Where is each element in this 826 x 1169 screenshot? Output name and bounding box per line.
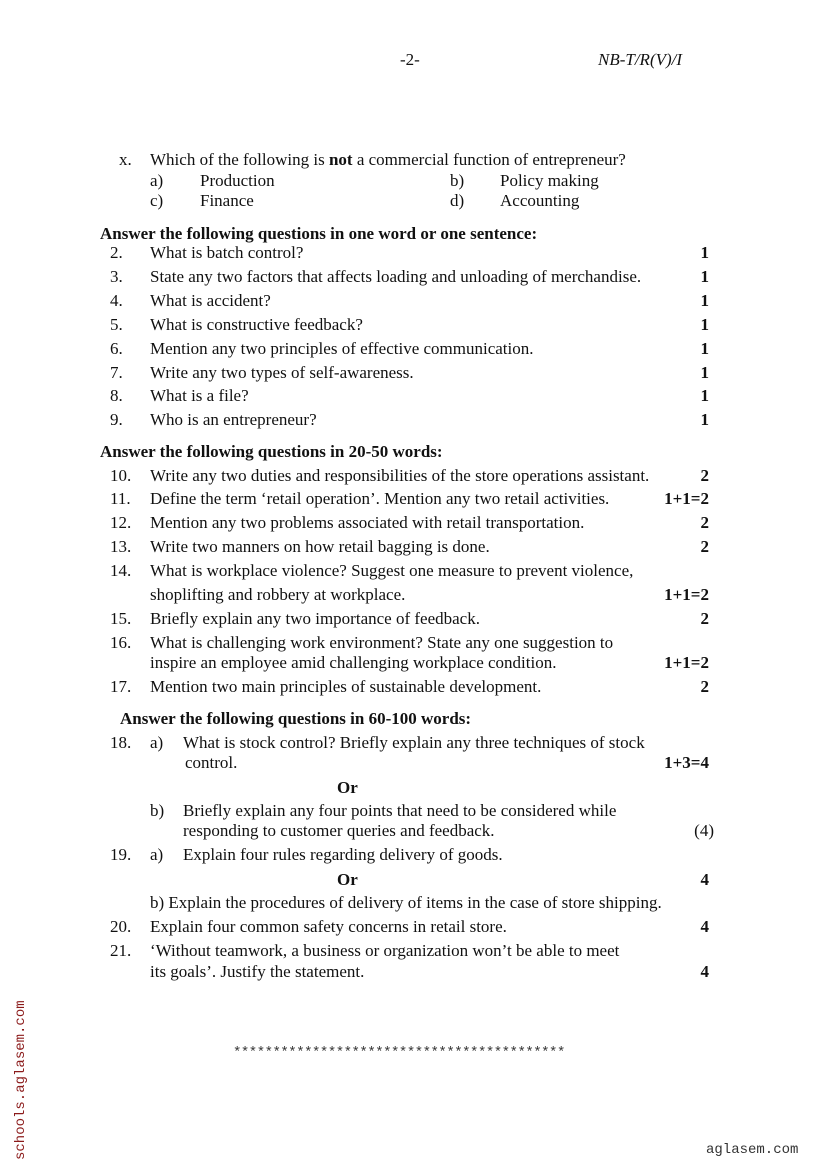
marks: (4) <box>694 821 714 840</box>
question-text: Write two manners on how retail bagging is done. <box>150 537 490 556</box>
question-text: Mention any two problems associated with retail transportation. <box>150 513 585 532</box>
question-text: State any two factors that affects loading and unloading of merchandise. <box>150 266 642 286</box>
question-number: x. <box>119 150 132 169</box>
marks: 1 <box>700 290 709 310</box>
marks: 4 <box>700 962 709 981</box>
question-text: Mention any two principles of effective communication. <box>150 338 534 358</box>
end-stars: ****************************************** <box>233 1045 565 1061</box>
question-text <box>150 150 626 170</box>
option-text: Production <box>200 171 275 190</box>
question-text: What is a file? <box>150 386 249 406</box>
option-label: a) <box>150 845 164 864</box>
text: Which of the following is <box>150 150 329 169</box>
marks: 1 <box>700 362 709 382</box>
site-footer: aglasem.com <box>706 1142 799 1158</box>
marks: 2 <box>700 513 709 532</box>
paper-code: NB-T/R(V)/I <box>598 50 683 69</box>
question-number: 13. <box>110 537 132 556</box>
question-text: ‘Without teamwork, a business or organization won’t be able to meet <box>150 941 620 960</box>
marks: 2 <box>700 677 709 696</box>
question-number: 7. <box>110 362 123 382</box>
question-number: 17. <box>110 677 132 696</box>
option-label: a) <box>150 733 164 752</box>
question-text: Explain four rules regarding delivery of goods. <box>183 845 503 864</box>
question-text: Briefly explain any two importance of feedback. <box>150 609 480 628</box>
question-number: 20. <box>110 917 132 936</box>
marks: 1 <box>700 338 709 358</box>
question-number: 8. <box>110 386 123 406</box>
question-text: inspire an employee amid challenging workplace condition. <box>150 653 557 672</box>
option-text: Policy making <box>500 171 599 190</box>
option-label: d) <box>450 191 465 210</box>
section-heading: Answer the following questions in 20-50 words: <box>100 442 443 461</box>
watermark: schools.aglasem.com <box>13 1000 29 1160</box>
question-number: 6. <box>110 338 123 358</box>
text: a commercial function of entrepreneur? <box>352 150 626 169</box>
marks: 1 <box>700 314 709 334</box>
question-text: shoplifting and robbery at workplace. <box>150 585 406 604</box>
section-heading: Answer the following questions in one word or one sentence: <box>100 224 538 243</box>
question-text: What is batch control? <box>150 243 304 262</box>
question-text: responding to customer queries and feedback. <box>183 821 495 840</box>
section-heading: Answer the following questions in 60-100 words: <box>120 709 472 728</box>
question-number: 16. <box>110 633 132 652</box>
question-text: What is workplace violence? Suggest one measure to prevent violence, <box>150 561 634 580</box>
emphasis: not <box>328 150 353 169</box>
question-text: What is accident? <box>150 290 271 310</box>
question-text: Who is an entrepreneur? <box>150 410 317 430</box>
or-label: Or <box>337 778 358 797</box>
marks: 4 <box>700 917 709 936</box>
question-text: control. <box>185 753 238 772</box>
question-number: 9. <box>110 410 123 430</box>
question-text: What is challenging work environment? State any one suggestion to <box>150 633 614 652</box>
marks: 4 <box>700 870 709 889</box>
or-label: Or <box>337 870 358 889</box>
question-number: 4. <box>110 290 123 310</box>
question-number: 14. <box>110 561 132 580</box>
question-text: Explain four common safety concerns in retail store. <box>150 917 507 936</box>
question-number: 15. <box>110 609 132 628</box>
marks: 1 <box>700 266 709 286</box>
question-number: 19. <box>110 845 132 864</box>
question-text: What is stock control? Briefly explain any three techniques of stock <box>183 733 645 752</box>
option-text: Finance <box>200 191 254 210</box>
question-number: 5. <box>110 314 123 334</box>
question-number: 18. <box>110 733 132 752</box>
question-text: its goals’. Justify the statement. <box>150 962 365 981</box>
question-text: Mention two main principles of sustainable development. <box>150 677 542 696</box>
marks: 1 <box>700 386 709 406</box>
question-number: 12. <box>110 513 132 532</box>
option-label: c) <box>150 191 164 210</box>
page-number: -2- <box>400 50 420 69</box>
question-text: b) Explain the procedures of delivery of items in the case of store shipping. <box>150 893 662 912</box>
option-label: b) <box>150 801 165 820</box>
marks: 1+1=2 <box>664 653 709 672</box>
marks: 2 <box>700 537 709 556</box>
question-text: What is constructive feedback? <box>150 314 363 334</box>
question-number: 10. <box>110 466 132 485</box>
marks: 1+3=4 <box>664 753 709 772</box>
marks: 1+1=2 <box>664 585 709 604</box>
question-number: 11. <box>110 489 131 508</box>
option-label: a) <box>150 171 164 190</box>
question-number: 21. <box>110 941 132 960</box>
marks: 1+1=2 <box>664 489 709 508</box>
question-text: Write any two types of self-awareness. <box>150 362 414 382</box>
question-text: Briefly explain any four points that need to be considered while <box>183 801 617 820</box>
option-text: Accounting <box>500 191 580 210</box>
marks: 2 <box>700 466 709 485</box>
question-number: 2. <box>110 243 123 262</box>
question-text: Write any two duties and responsibilities of the store operations assistant. <box>150 466 650 485</box>
question-number: 3. <box>110 266 123 286</box>
question-text: Define the term ‘retail operation’. Mention any two retail activities. <box>150 489 610 508</box>
marks: 1 <box>700 410 709 430</box>
marks: 2 <box>700 609 709 628</box>
marks: 1 <box>700 243 709 262</box>
option-label: b) <box>450 171 465 190</box>
